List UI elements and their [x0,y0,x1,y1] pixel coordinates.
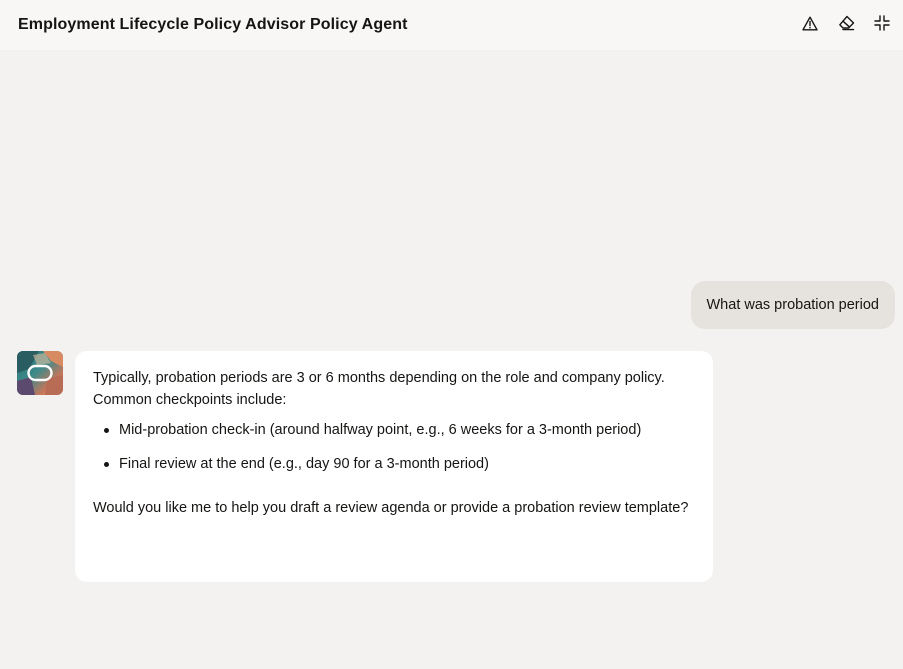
agent-message [75,351,713,582]
agent-avatar [17,351,63,395]
checkpoint-list [93,419,695,475]
page-title: Employment Lifecycle Policy Advisor Policy Agent [18,16,408,33]
collapse-icon [874,15,890,31]
header-actions [787,10,895,36]
warning-triangle-icon [802,16,818,31]
header-bar [0,0,903,50]
list-item: Mid-probation check-in (around halfway point, e.g., 6 weeks for a 3-month period) [119,419,695,441]
agent-message-closing: Would you like me to help you draft a review agenda or provide a probation review template? [93,500,689,516]
agent-logo-icon [17,351,63,395]
report-issue-button[interactable] [797,10,823,36]
list-item: Final review at the end (e.g., day 90 for a 3-month period) [119,453,695,475]
eraser-icon [838,15,855,31]
user-message: What was probation period [691,281,896,329]
agent-message-intro: Typically, probation periods are 3 or 6 months depending on the role and company policy. Common checkpoints include: [93,370,665,408]
collapse-button[interactable] [869,10,895,36]
clear-conversation-button[interactable] [833,10,859,36]
